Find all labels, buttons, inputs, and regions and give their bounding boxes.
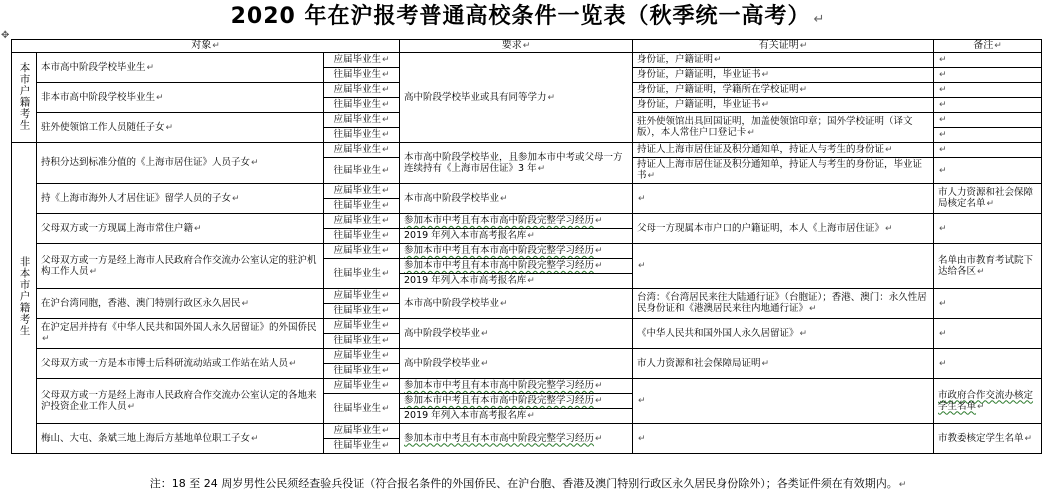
table-row bbox=[12, 379, 1042, 394]
table-row bbox=[12, 244, 1042, 259]
footnote: 注：18 至 24 周岁男性公民须经查验兵役证（符合报名条件的外国侨民、在沪台胞、香港及澳门特别行政区永久居民身份除外）；各类证件须在有效期内。↵ bbox=[149, 477, 907, 490]
requirement-cell: 本市高中阶段学校毕业，且参加本市中考或父母一方连续持有《上海市居住证》3 年↵ bbox=[400, 143, 633, 184]
type-cell: 往届毕业生↵ bbox=[324, 394, 400, 424]
table-row bbox=[12, 349, 1042, 364]
remark-cell: ↵ bbox=[934, 158, 1042, 184]
type-cell: 往届毕业生↵ bbox=[324, 98, 400, 113]
object-cell: 本市高中阶段学校毕业生↵ bbox=[37, 53, 324, 83]
object-cell: 梅山、大屯、条斌三地上海后方基地单位职工子女↵ bbox=[37, 424, 324, 454]
type-cell: 往届毕业生↵ bbox=[324, 128, 400, 143]
type-cell: 应届毕业生↵ bbox=[324, 349, 400, 364]
proof-cell: 台湾：《台湾居民来往大陆通行证》（台胞证）；香港、澳门：永久性居民身份证和《港澳居民来往内地通行证》↵ bbox=[633, 289, 934, 319]
remark-cell: ↵ bbox=[934, 113, 1042, 128]
group-local: 本市户籍考生 bbox=[12, 53, 37, 143]
proof-cell: 驻外使领馆出具回国证明，加盖使领馆印章；国外学校证明（译文版），本人常住户口登记卡↵ bbox=[633, 113, 934, 143]
proof-cell: ↵ bbox=[633, 424, 934, 454]
requirement-cell: 本市高中阶段学校毕业↵ bbox=[400, 184, 633, 214]
type-cell: 往届毕业生↵ bbox=[324, 304, 400, 319]
proof-cell: 身份证，户籍证明，毕业证书↵ bbox=[633, 68, 934, 83]
object-cell: 持《上海市海外人才居住证》留学人员的子女↵ bbox=[37, 184, 324, 214]
header-requirement: 要求↵ bbox=[400, 40, 633, 53]
table-row bbox=[12, 319, 1042, 334]
type-cell: 应届毕业生↵ bbox=[324, 113, 400, 128]
type-cell: 往届毕业生↵ bbox=[324, 439, 400, 454]
remark-cell: ↵ bbox=[934, 319, 1042, 349]
type-cell: 往届毕业生↵ bbox=[324, 334, 400, 349]
type-cell: 应届毕业生↵ bbox=[324, 319, 400, 334]
proof-cell: 市人力资源和社会保障局证明↵ bbox=[633, 349, 934, 379]
requirement-cell: 参加本市中考且有本市高中阶段完整学习经历↵ bbox=[400, 244, 633, 259]
remark-cell: ↵ bbox=[934, 68, 1042, 83]
remark-cell: ↵ bbox=[934, 289, 1042, 319]
proof-cell: 《中华人民共和国外国人永久居留证》↵ bbox=[633, 319, 934, 349]
table-row bbox=[12, 214, 1042, 229]
requirement-cell: 2019 年列入本市高考报名库↵ bbox=[400, 229, 633, 244]
type-cell: 应届毕业生↵ bbox=[324, 424, 400, 439]
conditions-table bbox=[11, 39, 1042, 454]
header-proof: 有关证明↵ bbox=[633, 40, 934, 53]
object-cell: 持积分达到标准分值的《上海市居住证》人员子女↵ bbox=[37, 143, 324, 184]
proof-cell: ↵ bbox=[633, 184, 934, 214]
type-cell: 往届毕业生↵ bbox=[324, 259, 400, 289]
object-cell: 父母双方或一方是经上海市人民政府合作交流办公室认定的驻沪机构工作人员↵ bbox=[37, 244, 324, 289]
table-row bbox=[12, 143, 1042, 158]
requirement-cell: 参加本市中考且有本市高中阶段完整学习经历↵ bbox=[400, 424, 633, 454]
proof-cell: 身份证，户籍证明，学籍所在学校证明↵ bbox=[633, 83, 934, 98]
object-cell: 非本市高中阶段学校毕业生↵ bbox=[37, 83, 324, 113]
proof-cell: 父母一方现属本市户口的户籍证明，本人《上海市居住证》↵ bbox=[633, 214, 934, 244]
object-cell: 在沪台湾同胞，香港、澳门特别行政区永久居民↵ bbox=[37, 289, 324, 319]
type-cell: 往届毕业生↵ bbox=[324, 158, 400, 184]
object-cell: 驻外使领馆工作人员随任子女↵ bbox=[37, 113, 324, 143]
remark-cell: 市政府合作交流办核定学生名单↵ bbox=[934, 379, 1042, 424]
requirement-cell: 2019 年列入本市高考报名库↵ bbox=[400, 409, 633, 424]
requirement-cell: 高中阶段学校毕业↵ bbox=[400, 319, 633, 349]
object-cell: 父母双方或一方是本市博士后科研流动站或工作站在站人员↵ bbox=[37, 349, 324, 379]
type-cell: 应届毕业生↵ bbox=[324, 214, 400, 229]
table-row bbox=[12, 184, 1042, 199]
table-row bbox=[12, 53, 1042, 68]
type-cell: 应届毕业生↵ bbox=[324, 184, 400, 199]
proof-cell: 身份证，户籍证明，毕业证书↵ bbox=[633, 98, 934, 113]
requirement-cell: 参加本市中考且有本市高中阶段完整学习经历↵ bbox=[400, 214, 633, 229]
type-cell: 应届毕业生↵ bbox=[324, 379, 400, 394]
remark-cell: ↵ bbox=[934, 128, 1042, 143]
requirement-cell: 参加本市中考且有本市高中阶段完整学习经历↵ bbox=[400, 394, 633, 409]
move-handle-icon[interactable]: ✥ bbox=[1, 30, 10, 41]
remark-cell: ↵ bbox=[934, 53, 1042, 68]
type-cell: 往届毕业生↵ bbox=[324, 229, 400, 244]
proof-cell: 持证人上海市居住证及积分通知单，持证人与考生的身份证，毕业证书↵ bbox=[633, 158, 934, 184]
requirement-cell: 高中阶段学校毕业或具有同等学力↵ bbox=[400, 53, 633, 143]
table-row bbox=[12, 424, 1042, 439]
table-row bbox=[12, 289, 1042, 304]
remark-cell: 市教委核定学生名单↵ bbox=[934, 424, 1042, 454]
type-cell: 往届毕业生↵ bbox=[324, 68, 400, 83]
object-cell: 父母双方或一方现属上海市常住户籍↵ bbox=[37, 214, 324, 244]
header-remarks: 备注↵ bbox=[934, 40, 1042, 53]
requirement-cell: 参加本市中考且有本市高中阶段完整学习经历↵ bbox=[400, 379, 633, 394]
requirement-cell: 本市高中阶段学校毕业↵ bbox=[400, 289, 633, 319]
remark-cell: 名单由市教育考试院下达给各区↵ bbox=[934, 244, 1042, 289]
proof-cell: ↵ bbox=[633, 379, 934, 424]
proof-cell: 身份证，户籍证明↵ bbox=[633, 53, 934, 68]
object-cell: 在沪定居并持有《中华人民共和国外国人永久居留证》的外国侨民↵ bbox=[37, 319, 324, 349]
proof-cell: 持证人上海市居住证及积分通知单，持证人与考生的身份证↵ bbox=[633, 143, 934, 158]
type-cell: 应届毕业生↵ bbox=[324, 53, 400, 68]
remark-cell: 市人力资源和社会保障局核定名单↵ bbox=[934, 184, 1042, 214]
remark-cell: ↵ bbox=[934, 83, 1042, 98]
group-nonlocal: 非本市户籍考生 bbox=[12, 143, 37, 454]
type-cell: 应届毕业生↵ bbox=[324, 143, 400, 158]
table-header-row bbox=[12, 40, 1042, 53]
type-cell: 往届毕业生↵ bbox=[324, 364, 400, 379]
requirement-cell: 高中阶段学校毕业↵ bbox=[400, 349, 633, 379]
object-cell: 父母双方或一方是经上海市人民政府合作交流办公室认定的各地来沪投资企业工作人员↵ bbox=[37, 379, 324, 424]
header-object: 对象↵ bbox=[12, 40, 400, 53]
page-title: 2020 年在沪报考普通高校条件一览表（秋季统一高考） ↵ bbox=[230, 4, 826, 29]
type-cell: 应届毕业生↵ bbox=[324, 244, 400, 259]
proof-cell: ↵ bbox=[633, 244, 934, 289]
remark-cell: ↵ bbox=[934, 98, 1042, 113]
requirement-cell: 参加本市中考且有本市高中阶段完整学习经历↵ bbox=[400, 259, 633, 274]
type-cell: 往届毕业生↵ bbox=[324, 199, 400, 214]
remark-cell: ↵ bbox=[934, 143, 1042, 158]
requirement-cell: 2019 年列入本市高考报名库↵ bbox=[400, 274, 633, 289]
type-cell: 应届毕业生↵ bbox=[324, 289, 400, 304]
remark-cell: ↵ bbox=[934, 349, 1042, 379]
type-cell: 应届毕业生↵ bbox=[324, 83, 400, 98]
remark-cell: ↵ bbox=[934, 214, 1042, 244]
